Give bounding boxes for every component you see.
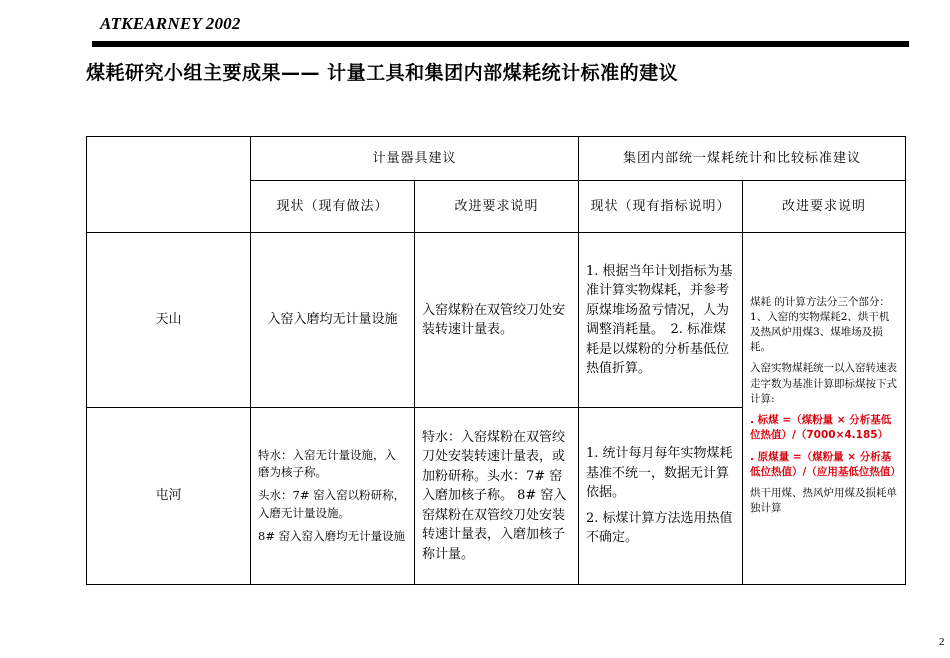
- std-base-text: 入窑实物煤耗统一以入窑转速表走字数为基准计算即标煤按下式计算:: [750, 362, 898, 405]
- row-label-tianshan: 天山: [87, 233, 251, 408]
- page-number: 2: [939, 636, 945, 648]
- tunhe-current-kiln8: 8# 窑入窑入磨均无计量设施: [258, 528, 406, 543]
- tunhe-current-toushui: 头水：7# 窑入窑以粉研称，入磨无计量设施。: [258, 488, 406, 520]
- brand-logo: ATKEARNEY 2002: [100, 14, 241, 33]
- page-title: 煤耗研究小组主要成果—— 计量工具和集团内部煤耗统计标准的建议: [86, 62, 679, 84]
- header-stat-group: 集团内部统一煤耗统计和比较标准建议: [579, 137, 906, 181]
- header-rule: [92, 41, 909, 47]
- std-method-text: 煤耗 的计算方法分三个部分：1、入窑的实物煤耗2、烘干机及热风炉用煤3、煤堆场及损耗。: [750, 295, 890, 354]
- tianshan-index: 1. 根据当年计划指标为基准计算实物煤耗，并参考原煤堆场盈亏情况，人为调整消耗量。 2. 标准煤耗是以煤粉的分析基低位热值折算。: [579, 233, 743, 408]
- std-formula-raw-coal: . 原煤量 =（煤粉量 × 分析基低位热值）/（应用基低位热值）: [750, 450, 901, 478]
- recommendation-table: [86, 136, 906, 585]
- tianshan-current: 入窑入磨均无计量设施: [251, 233, 415, 408]
- tunhe-current-teshui: 特水：入窑无计量设施，入磨为核子称。: [258, 447, 396, 480]
- row-label-tunhe: 屯河: [87, 408, 251, 585]
- header-current-index: 现状（现有指标说明）: [579, 181, 743, 233]
- tunhe-index-1: 1. 统计每月每年实物煤耗基准不统一，数据无计算依据。: [586, 446, 733, 501]
- header-improve-stat: 改进要求说明: [743, 181, 906, 233]
- tianshan-improve: 入窑煤粉在双管绞刀处安装转速计量表。: [415, 233, 579, 408]
- stat-standard-recommendation: [743, 233, 906, 585]
- header-improve-measure: 改进要求说明: [415, 181, 579, 233]
- header-measure-group: 计量器具建议: [251, 137, 579, 181]
- tunhe-index: [579, 408, 743, 585]
- tunhe-index-2: 2. 标煤计算方法选用热值不确定。: [586, 510, 733, 546]
- std-formula-standard-coal: . 标煤 =（煤粉量 × 分析基低位热值）/（7000×4.185）: [750, 414, 892, 442]
- std-separate-text: 烘干用煤、热风炉用煤及损耗单独计算: [750, 486, 898, 515]
- tunhe-current: [251, 408, 415, 585]
- header-current-practice: 现状（现有做法）: [251, 181, 415, 233]
- tunhe-improve: 特水：入窑煤粉在双管绞刀处安装转速计量表，或加粉研称。头水：7# 窑入磨加核子称。 8# 窑入窑煤粉在双管绞刀处安装转速计量表，入磨加核子称计量。: [415, 408, 579, 585]
- corner-cell: [87, 137, 251, 233]
